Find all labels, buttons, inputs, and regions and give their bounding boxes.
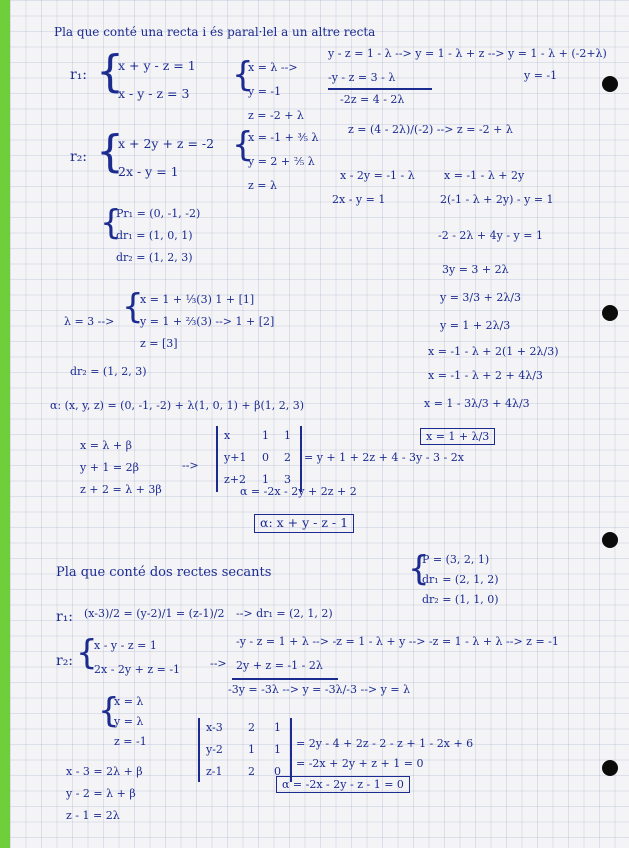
point-r1: Pr₁ = (0, -1, -2) bbox=[116, 207, 201, 220]
r1-work2: -y - z = 3 - λ bbox=[328, 71, 396, 84]
lambda-check: λ = 3 --> bbox=[64, 315, 115, 328]
r1-y-result: y = -1 bbox=[524, 69, 558, 82]
plane-parametric: α: (x, y, z) = (0, -1, -2) + λ(1, 0, 1) + β(1, 2, 3) bbox=[50, 399, 305, 412]
arrow: --> bbox=[210, 657, 227, 670]
r2-work1: -y - z = 1 + λ --> -z = 1 - λ + y --> -z = 1 - λ + λ --> z = -1 bbox=[236, 635, 559, 648]
r1-eq2: x - y - z = 3 bbox=[118, 86, 190, 101]
det-cell: y+1 bbox=[224, 451, 247, 464]
r1-param-x: x = λ --> bbox=[248, 61, 298, 74]
det-cell: 0 bbox=[274, 765, 281, 778]
alpha-result-box: α: x + y - z - 1 bbox=[254, 514, 354, 533]
det-bar-right bbox=[290, 718, 292, 782]
work-line: -2 - 2λ + 4y - y = 1 bbox=[438, 229, 543, 242]
r2-sys-res1: x = -1 - λ + 2y bbox=[444, 169, 525, 182]
brace: { bbox=[232, 125, 254, 165]
param-y: y = λ bbox=[114, 715, 144, 728]
det-cell: x-3 bbox=[206, 721, 223, 734]
brace: { bbox=[96, 46, 124, 97]
work-line: y = 3/3 + 2λ/3 bbox=[440, 291, 522, 304]
work-line: x = -1 - λ + 2 + 4λ/3 bbox=[428, 369, 543, 382]
brace: { bbox=[232, 55, 254, 95]
work-line: y = 1 + 2λ/3 bbox=[440, 319, 511, 332]
det-simplified: = -2x + 2y + z + 1 = 0 bbox=[296, 757, 424, 770]
r1-symmetric: (x-3)/2 = (y-2)/1 = (z-1)/2 bbox=[84, 607, 225, 620]
r1-param-y: y = -1 bbox=[248, 85, 282, 98]
point-p: P = (3, 2, 1) bbox=[422, 553, 490, 566]
det-cell: 1 bbox=[284, 429, 291, 442]
work-line: x = 1 - 3λ/3 + 4λ/3 bbox=[424, 397, 530, 410]
r1-label: r₁: bbox=[70, 67, 88, 83]
det-cell: y-2 bbox=[206, 743, 223, 756]
r2-work2: 2y + z = -1 - 2λ bbox=[236, 659, 323, 672]
det-expand: = 2y - 4 + 2z - 2 - z + 1 - 2x + 6 bbox=[296, 737, 474, 750]
brace: { bbox=[76, 633, 98, 673]
det-expand: = y + 1 + 2z + 4 - 3y - 3 - 2x bbox=[304, 451, 464, 464]
det-bar-left bbox=[216, 426, 218, 492]
result-box: x = 1 + λ/3 bbox=[420, 428, 495, 445]
det-cell: 2 bbox=[248, 765, 255, 778]
det-cell: x bbox=[224, 429, 231, 442]
lambda-x: x = 1 + ⅓(3) 1 + [1] bbox=[140, 293, 255, 306]
brace: { bbox=[96, 126, 124, 177]
r2-label: r₂: bbox=[56, 653, 74, 669]
brace: { bbox=[98, 691, 120, 731]
sys-eq: x = λ + β bbox=[80, 439, 132, 452]
det-cell: 1 bbox=[262, 429, 269, 442]
det-cell: 2 bbox=[248, 721, 255, 734]
det-cell: 1 bbox=[248, 743, 255, 756]
param-x: x = λ bbox=[114, 695, 144, 708]
det-cell: 0 bbox=[262, 451, 269, 464]
det-cell: 2 bbox=[284, 451, 291, 464]
binder-hole bbox=[602, 760, 618, 776]
det-cell: 1 bbox=[262, 473, 269, 486]
sys-eq: y + 1 = 2β bbox=[80, 461, 139, 474]
r1-work1: y - z = 1 - λ --> y = 1 - λ + z --> y = 1 - λ + (-2+λ) bbox=[328, 47, 607, 60]
lambda-y: y = 1 + ⅔(3) --> 1 + [2] bbox=[140, 315, 275, 328]
det-cell: 3 bbox=[284, 473, 291, 486]
binder-hole bbox=[602, 76, 618, 92]
sys-eq: z + 2 = λ + 3β bbox=[80, 483, 162, 496]
brace: { bbox=[122, 287, 144, 327]
notebook-page bbox=[10, 0, 629, 848]
r1-label: r₁: bbox=[56, 609, 74, 625]
r2-sys-res2: 2(-1 - λ + 2y) - y = 1 bbox=[440, 193, 554, 206]
det-bar-right bbox=[300, 426, 302, 492]
r2-label: r₂: bbox=[70, 149, 88, 165]
r1-work3: -2z = 4 - 2λ bbox=[340, 93, 405, 106]
dir-r2-recap: dr₂ = (1, 2, 3) bbox=[70, 365, 147, 378]
alpha-mid: α = -2x - 2y + 2z + 2 bbox=[240, 485, 357, 498]
param-z: z = -1 bbox=[114, 735, 147, 748]
r2-eq1: x - y - z = 1 bbox=[94, 639, 157, 652]
dir-r1: dr₁ = (2, 1, 2) bbox=[422, 573, 499, 586]
dir-r2: dr₂ = (1, 1, 0) bbox=[422, 593, 499, 606]
dir-r1: dr₁ = (1, 0, 1) bbox=[116, 229, 193, 242]
sum-line bbox=[232, 678, 338, 680]
r2-sys2: 2x - y = 1 bbox=[332, 193, 386, 206]
sum-line bbox=[328, 88, 432, 90]
arrow: --> bbox=[182, 459, 199, 472]
det-cell: z+2 bbox=[224, 473, 247, 486]
r2-work3: -3y = -3λ --> y = -3λ/-3 --> y = λ bbox=[228, 683, 411, 696]
alpha-result-box: α = -2x - 2y - z - 1 = 0 bbox=[276, 776, 410, 793]
work-line: x = -1 - λ + 2(1 + 2λ/3) bbox=[428, 345, 559, 358]
det-cell: 1 bbox=[274, 721, 281, 734]
det-cell: 1 bbox=[274, 743, 281, 756]
r2-z-work: z = (4 - 2λ)/(-2) --> z = -2 + λ bbox=[348, 123, 513, 136]
brace: { bbox=[100, 203, 122, 243]
r2-param-x: x = -1 + ⅗ λ bbox=[248, 131, 319, 144]
r2-param-z: z = λ bbox=[248, 179, 277, 192]
brace: { bbox=[408, 549, 430, 589]
r2-sys1: x - 2y = -1 - λ bbox=[340, 169, 415, 182]
binder-hole bbox=[602, 305, 618, 321]
r1-eq1: x + y - z = 1 bbox=[118, 58, 196, 73]
det-bar-left bbox=[198, 718, 200, 782]
r2-eq2: 2x - 2y + z = -1 bbox=[94, 663, 181, 676]
det-cell: z-1 bbox=[206, 765, 223, 778]
work-line: 3y = 3 + 2λ bbox=[442, 263, 509, 276]
binder-hole bbox=[602, 532, 618, 548]
r1-param-z: z = -2 + λ bbox=[248, 109, 304, 122]
sys-eq: y - 2 = λ + β bbox=[66, 787, 136, 800]
dir-r2: dr₂ = (1, 2, 3) bbox=[116, 251, 193, 264]
r1-direction: --> dr₁ = (2, 1, 2) bbox=[236, 607, 333, 620]
section-title: Pla que conté dos rectes secants bbox=[56, 565, 272, 580]
section-title: Pla que conté una recta i és paral·lel a un altre recta bbox=[54, 25, 376, 39]
sys-eq: z - 1 = 2λ bbox=[66, 809, 120, 822]
r2-eq2: 2x - y = 1 bbox=[118, 164, 179, 179]
r2-eq1: x + 2y + z = -2 bbox=[118, 136, 215, 151]
sys-eq: x - 3 = 2λ + β bbox=[66, 765, 143, 778]
lambda-z: z = [3] bbox=[140, 337, 178, 350]
r2-param-y: y = 2 + ⅖ λ bbox=[248, 155, 315, 168]
